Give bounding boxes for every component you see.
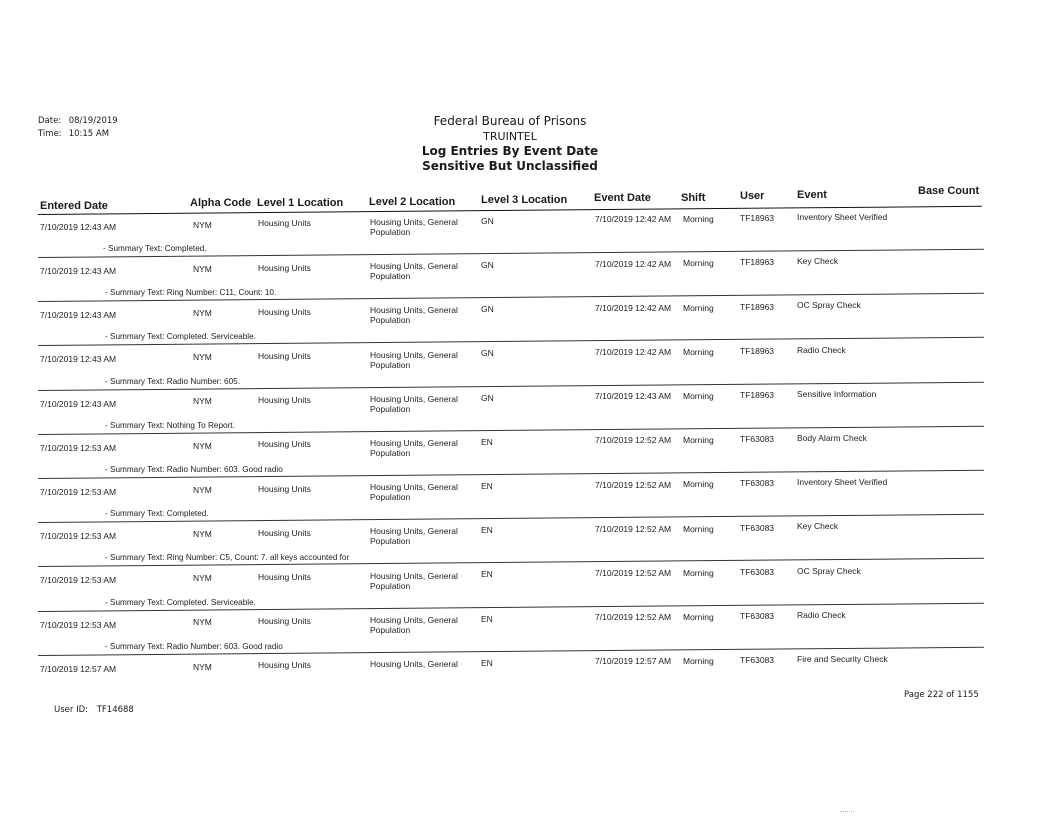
cell-entered-date: 7/10/2019 12:43 AM — [40, 354, 117, 365]
cell-shift: Morning — [683, 258, 714, 269]
cell-event-date: 7/10/2019 12:57 AM — [595, 656, 672, 667]
cell-level1-location: Housing Units — [258, 616, 311, 627]
date-label: Date: — [38, 116, 62, 126]
cell-event-date: 7/10/2019 12:42 AM — [595, 258, 672, 269]
cell-user: TF18963 — [740, 345, 775, 356]
cell-entered-date: 7/10/2019 12:53 AM — [40, 619, 117, 630]
cell-entered-date: 7/10/2019 12:53 AM — [40, 442, 117, 453]
cell-event: OC Spray Check — [797, 565, 861, 576]
cell-level1-location: Housing Units — [258, 527, 311, 538]
cell-level3-location: EN — [481, 436, 493, 447]
cell-user: TF63083 — [740, 478, 775, 489]
col-entered-date: Entered Date — [40, 200, 108, 212]
time-value: 10:15 AM — [68, 129, 110, 139]
time-label: Time: — [38, 129, 62, 139]
cell-event: Inventory Sheet Verified — [797, 211, 888, 222]
cell-user: TF63083 — [740, 566, 775, 577]
user-id-value: TF14688 — [96, 705, 134, 715]
summary-text: - Summary Text: Completed. Serviceable. — [105, 597, 256, 607]
cell-event-date: 7/10/2019 12:52 AM — [595, 612, 672, 623]
summary-text: - Summary Text: Ring Number: C11, Count: 10. — [105, 288, 277, 298]
cell-level2-location: Housing Units, General Population — [370, 482, 458, 503]
report-title: Log Entries By Event Date — [421, 144, 599, 158]
cell-event: Key Check — [797, 521, 839, 532]
cell-level3-location: EN — [481, 657, 493, 668]
cell-entered-date: 7/10/2019 12:53 AM — [40, 487, 117, 498]
cell-level2-location: Housing Units, General Population — [370, 526, 458, 547]
cell-level3-location: GN — [481, 348, 494, 359]
cell-entered-date: 7/10/2019 12:43 AM — [40, 266, 117, 277]
col-level1-location: Level 1 Location — [257, 197, 344, 209]
cell-event-date: 7/10/2019 12:52 AM — [595, 523, 672, 534]
cell-shift: Morning — [683, 612, 714, 623]
cell-user: TF63083 — [740, 434, 775, 445]
cell-event-date: 7/10/2019 12:42 AM — [595, 347, 672, 358]
col-shift: Shift — [681, 192, 706, 204]
cell-level2-location: Housing Units, General Population — [370, 393, 458, 414]
cell-user: TF63083 — [740, 610, 775, 621]
cell-shift: Morning — [683, 656, 714, 667]
page-number: Page 222 of 1155 — [904, 690, 979, 700]
cell-alpha-code: NYM — [193, 484, 212, 495]
summary-text: - Summary Text: Radio Number: 605. — [105, 376, 240, 386]
cell-event: Radio Check — [797, 609, 846, 620]
col-base-count: Base Count — [918, 185, 980, 197]
cell-shift: Morning — [683, 391, 714, 402]
cell-event: Fire and Security Check — [797, 653, 888, 664]
cell-shift: Morning — [683, 523, 714, 534]
cell-level3-location: EN — [481, 613, 493, 624]
col-level3-location: Level 3 Location — [481, 194, 568, 206]
scan-speck — [840, 811, 854, 813]
cell-alpha-code: NYM — [193, 440, 212, 451]
cell-event-date: 7/10/2019 12:42 AM — [595, 214, 672, 225]
cell-alpha-code: NYM — [193, 307, 212, 318]
cell-level1-location: Housing Units — [258, 350, 311, 361]
cell-alpha-code: NYM — [193, 263, 212, 274]
classification-title: Sensitive But Unclassified — [422, 159, 598, 173]
cell-entered-date: 7/10/2019 12:43 AM — [40, 221, 117, 232]
cell-level1-location: Housing Units — [258, 483, 311, 494]
cell-alpha-code: NYM — [193, 396, 212, 407]
cell-level2-location: Housing Units, General Population — [370, 614, 458, 635]
cell-level1-location: Housing Units — [258, 395, 311, 406]
agency-title: Federal Bureau of Prisons — [433, 114, 587, 128]
cell-shift: Morning — [683, 435, 714, 446]
cell-entered-date: 7/10/2019 12:53 AM — [40, 531, 117, 542]
cell-shift: Morning — [683, 302, 714, 313]
cell-level3-location: GN — [481, 304, 494, 315]
cell-entered-date: 7/10/2019 12:43 AM — [40, 398, 117, 409]
cell-alpha-code: NYM — [193, 573, 212, 584]
col-alpha-code: Alpha Code — [190, 197, 252, 209]
cell-alpha-code: NYM — [193, 661, 212, 672]
cell-user: TF18963 — [740, 301, 775, 312]
cell-entered-date: 7/10/2019 12:53 AM — [40, 575, 117, 586]
cell-level3-location: GN — [481, 215, 494, 226]
cell-level1-location: Housing Units — [258, 439, 311, 450]
system-title: TRUINTEL — [483, 130, 537, 143]
cell-shift: Morning — [683, 567, 714, 578]
cell-level2-location: Housing Units, General Population — [370, 305, 458, 326]
user-id-label: User ID: — [54, 705, 88, 715]
cell-event-date: 7/10/2019 12:42 AM — [595, 302, 672, 313]
cell-level3-location: EN — [481, 569, 493, 580]
cell-level2-location: Housing Units, General Population — [370, 438, 458, 459]
cell-level2-location: Housing Units, General Population — [370, 217, 458, 238]
cell-user: TF18963 — [740, 213, 775, 224]
col-user: User — [740, 190, 765, 202]
cell-level2-location: Housing Units, General Population — [370, 570, 458, 591]
cell-alpha-code: NYM — [193, 617, 212, 628]
cell-event: Sensitive Information — [797, 388, 877, 399]
cell-shift: Morning — [683, 479, 714, 490]
date-value: 08/19/2019 — [68, 116, 118, 126]
summary-text: - Summary Text: Radio Number: 603. Good radio — [105, 641, 283, 651]
summary-text: - Summary Text: Completed. — [103, 244, 207, 253]
cell-event: Inventory Sheet Verified — [797, 477, 888, 488]
col-event-date: Event Date — [594, 192, 651, 204]
user-id — [54, 705, 134, 715]
cell-event-date: 7/10/2019 12:52 AM — [595, 568, 672, 579]
cell-shift: Morning — [683, 346, 714, 357]
cell-level1-location: Housing Units — [258, 306, 311, 317]
cell-level1-location: Housing Units — [258, 262, 311, 273]
cell-event-date: 7/10/2019 12:52 AM — [595, 479, 672, 490]
cell-alpha-code: NYM — [193, 528, 212, 539]
cell-event: Body Alarm Check — [797, 432, 867, 443]
cell-event-date: 7/10/2019 12:52 AM — [595, 435, 672, 446]
cell-level2-location: Housing Units, General Population — [370, 349, 458, 370]
cell-entered-date: 7/10/2019 12:57 AM — [40, 663, 117, 674]
cell-event: Key Check — [797, 256, 839, 267]
cell-user: TF63083 — [740, 655, 775, 666]
cell-event: Radio Check — [797, 344, 846, 355]
summary-text: - Summary Text: Radio Number: 603. Good radio — [105, 465, 283, 474]
summary-text: - Summary Text: Completed. Serviceable. — [105, 332, 256, 342]
cell-level1-location: Housing Units — [258, 571, 311, 582]
cell-user: TF18963 — [740, 257, 775, 268]
cell-shift: Morning — [683, 214, 714, 225]
cell-level1-location: Housing Units — [258, 218, 311, 229]
cell-alpha-code: NYM — [193, 219, 212, 230]
cell-event: OC Spray Check — [797, 300, 861, 311]
col-event: Event — [797, 189, 827, 201]
cell-entered-date: 7/10/2019 12:43 AM — [40, 310, 117, 321]
cell-level3-location: GN — [481, 259, 494, 270]
cell-user: TF63083 — [740, 522, 775, 533]
cell-level3-location: GN — [481, 392, 494, 403]
summary-text: - Summary Text: Completed. — [105, 509, 209, 519]
cell-level3-location: EN — [481, 480, 493, 491]
cell-level2-location: Housing Units, General — [370, 659, 458, 670]
col-level2-location: Level 2 Location — [369, 196, 456, 208]
cell-alpha-code: NYM — [193, 352, 212, 363]
cell-level1-location: Housing Units — [258, 660, 311, 671]
summary-text: - Summary Text: Ring Number: C5, Count: 7. all keys accounted for — [105, 553, 350, 563]
cell-level2-location: Housing Units, General Population — [370, 261, 458, 282]
cell-user: TF18963 — [740, 389, 775, 400]
cell-level3-location: EN — [481, 525, 493, 536]
cell-event-date: 7/10/2019 12:43 AM — [595, 391, 672, 402]
summary-text: - Summary Text: Nothing To Report. — [105, 420, 235, 430]
